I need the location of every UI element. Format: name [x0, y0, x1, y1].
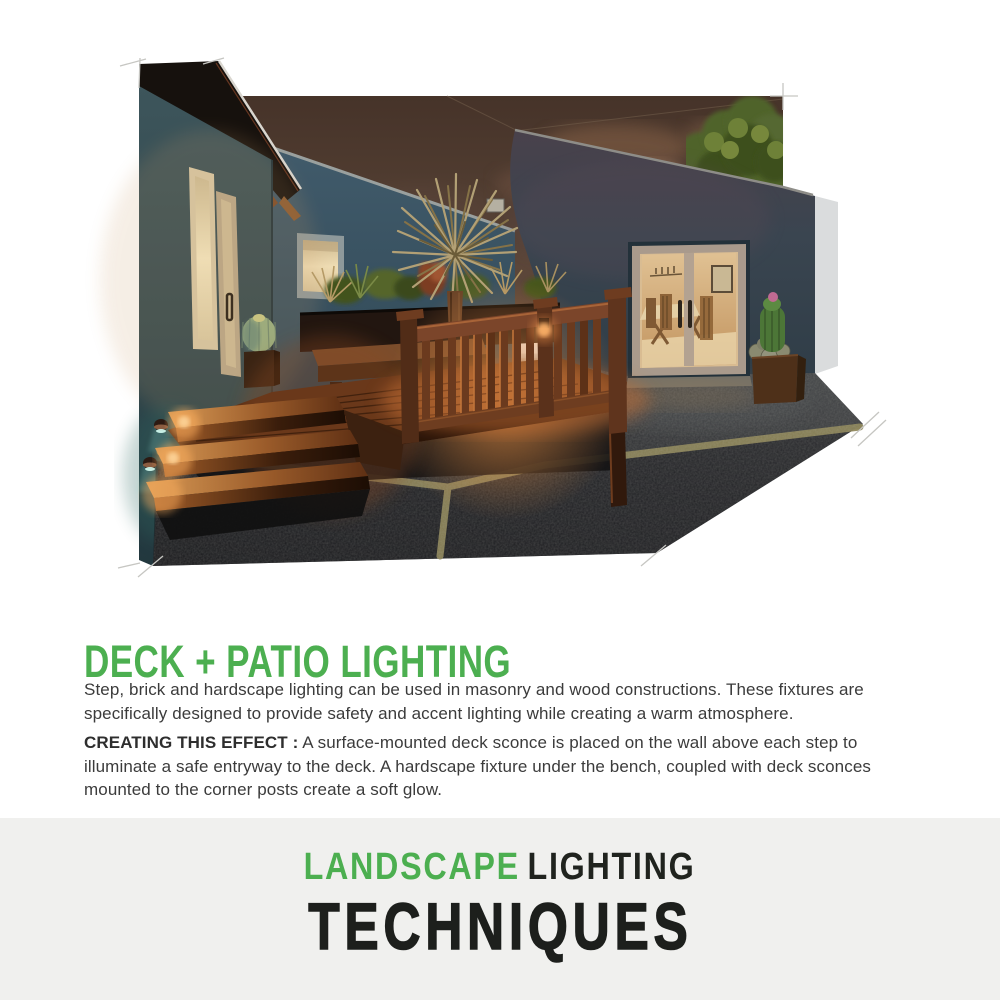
brand-word-landscape: LANDSCAPE — [304, 846, 521, 888]
left-window — [189, 167, 218, 350]
effect-text: A surface-mounted deck sconce is placed on the wall above each step to illuminate a safe entryway to the deck. A hardscape fixture under the bench, coupled with deck sconces mounted to the corner posts create a soft glow. — [84, 733, 871, 799]
effect-paragraph — [84, 731, 930, 802]
step-light-glow — [142, 474, 182, 514]
intro-paragraph: Step, brick and hardscape lighting can be used in masonry and wood constructions. These fixtures are specifically designed to provide safety and accent lighting while creating a warm atmosphere. — [84, 680, 864, 723]
footer-band — [0, 818, 1000, 1000]
brand-line — [0, 848, 1000, 886]
brand-word-lighting: LIGHTING — [528, 846, 696, 888]
railing-post — [608, 294, 627, 434]
door-handle — [678, 300, 682, 328]
cactus-flower — [768, 292, 778, 302]
french-doors — [620, 240, 760, 410]
effect-label: CREATING THIS EFFECT : — [84, 733, 299, 752]
interior-picture-frame — [712, 266, 732, 292]
railing-post — [400, 316, 419, 444]
door-handle — [688, 300, 692, 328]
page-edge-strip — [815, 196, 838, 374]
page-title: DECK + PATIO LIGHTING — [84, 636, 512, 688]
brand-title: TECHNIQUES — [307, 889, 693, 963]
